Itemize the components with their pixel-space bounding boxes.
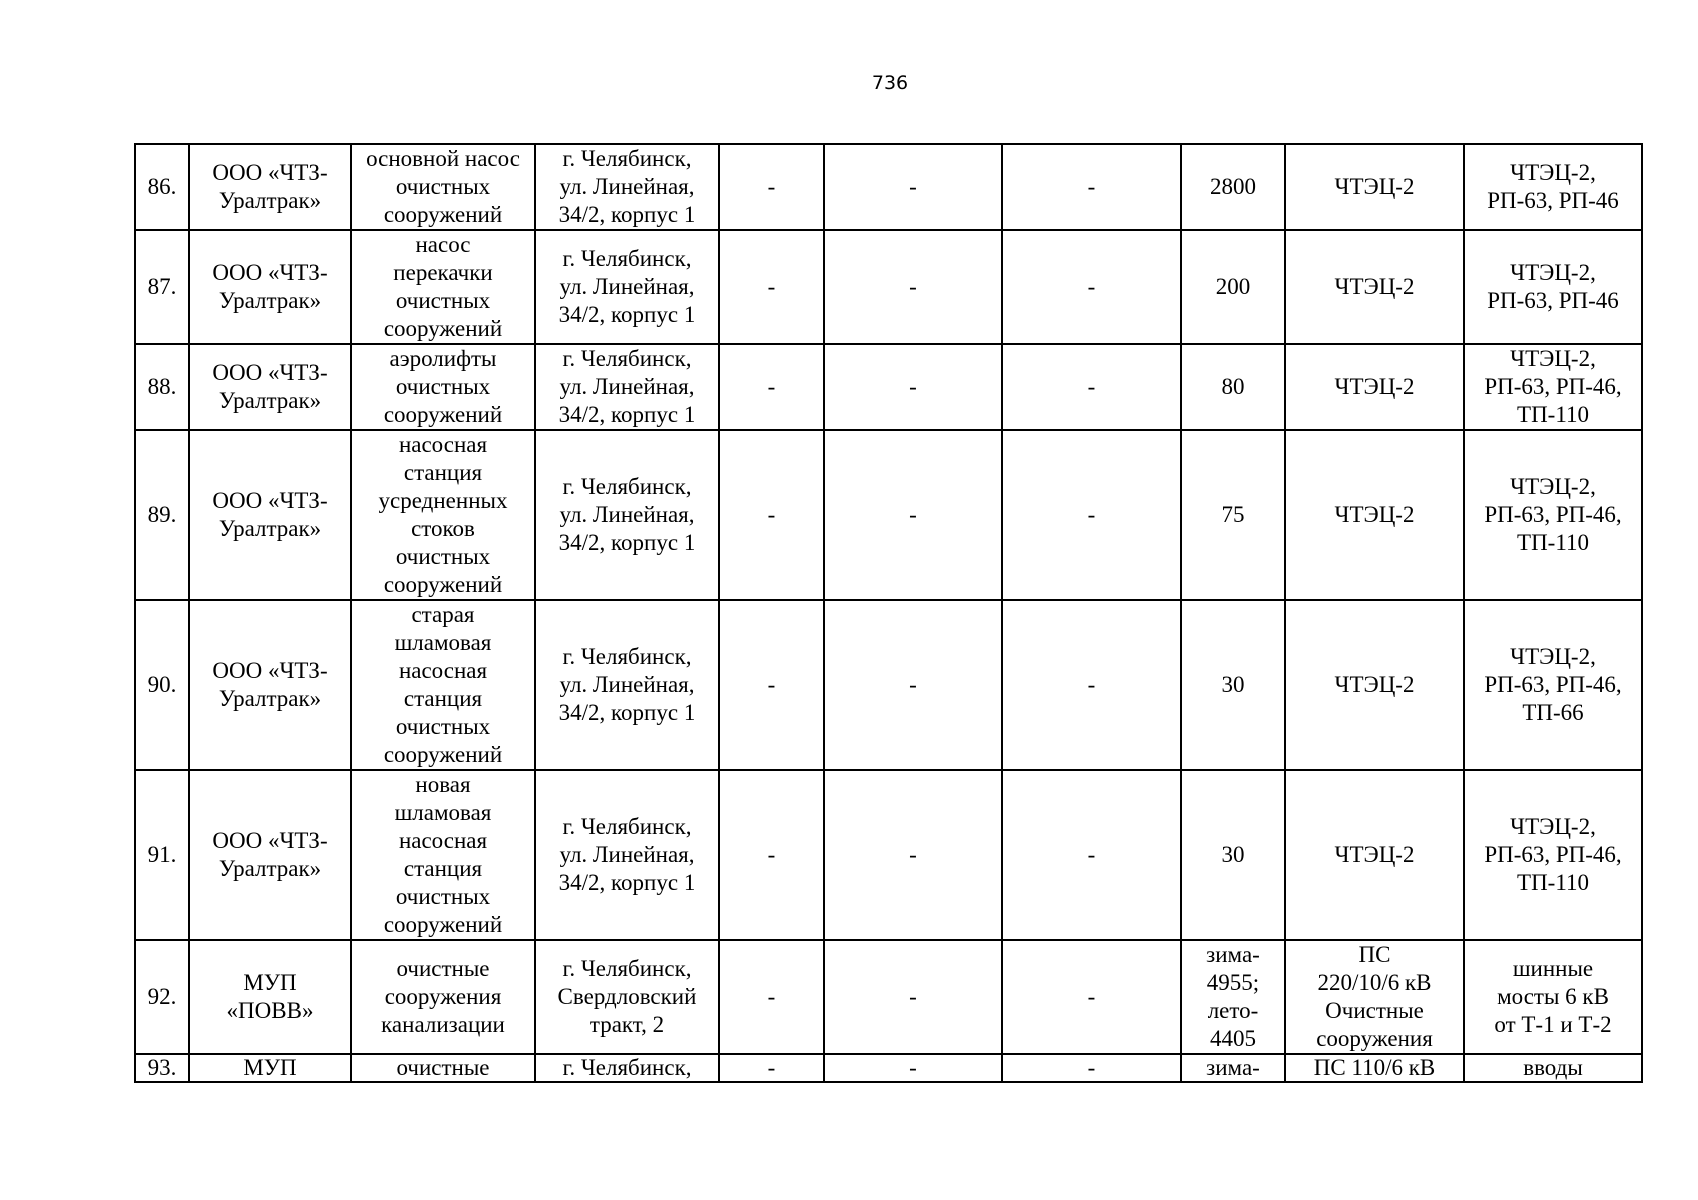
cell-feed-points	[1464, 230, 1642, 344]
cell-col-5-value: -	[719, 940, 824, 1054]
cell-line: Уралтрак»	[218, 388, 322, 413]
cell-line: ООО «ЧТЗ-	[212, 160, 328, 185]
cell-line: ЧТЭЦ-2,	[1510, 260, 1596, 285]
cell-organization	[189, 344, 351, 430]
cell-line: 80	[1221, 374, 1245, 399]
cell-row-number: 93.	[135, 1054, 189, 1082]
cell-power-source	[1285, 770, 1464, 940]
cell-col-5-value: -	[719, 344, 824, 430]
cell-load-value	[1181, 600, 1285, 770]
cell-line: г. Челябинск,	[562, 474, 692, 499]
cell-row-number: 91.	[135, 770, 189, 940]
cell-line: станция	[403, 856, 483, 881]
cell-feed-points	[1464, 344, 1642, 430]
cell-feed-points	[1464, 600, 1642, 770]
cell-facility-name	[351, 230, 535, 344]
page-number: 736	[871, 72, 909, 94]
cell-line: г. Челябинск,	[562, 1055, 692, 1080]
cell-col-5-value: -	[719, 144, 824, 230]
cell-col-6-value: -	[824, 430, 1002, 600]
cell-organization	[189, 230, 351, 344]
cell-line: ООО «ЧТЗ-	[212, 260, 328, 285]
cell-line: перекачки	[393, 260, 493, 285]
cell-line: Уралтрак»	[218, 856, 322, 881]
cell-load-value	[1181, 144, 1285, 230]
cell-line: ТП-110	[1517, 530, 1589, 555]
cell-line: МУП	[243, 1055, 297, 1080]
cell-line: сооружения	[384, 984, 502, 1009]
cell-line: г. Челябинск,	[562, 146, 692, 171]
cell-col-7-value: -	[1002, 344, 1181, 430]
cell-line: ЧТЭЦ-2	[1334, 374, 1415, 399]
cell-load-value	[1181, 940, 1285, 1054]
cell-line: ЧТЭЦ-2	[1334, 842, 1415, 867]
table-row	[135, 1054, 1642, 1082]
cell-line: новая	[415, 772, 471, 797]
cell-col-7-value: -	[1002, 430, 1181, 600]
cell-line: ПС	[1358, 942, 1391, 967]
cell-address	[535, 770, 719, 940]
cell-col-6-value: -	[824, 770, 1002, 940]
cell-line: 34/2, корпус 1	[558, 870, 696, 895]
cell-line: шламовая	[394, 800, 492, 825]
cell-facility-name	[351, 144, 535, 230]
table-row	[135, 344, 1642, 430]
cell-load-value	[1181, 230, 1285, 344]
cell-power-source	[1285, 1054, 1464, 1082]
cell-power-source	[1285, 144, 1464, 230]
cell-line: очистных	[395, 174, 491, 199]
cell-col-5-value: -	[719, 1054, 824, 1082]
cell-line: ПС 110/6 кВ	[1313, 1055, 1436, 1080]
cell-line: г. Челябинск,	[562, 956, 692, 981]
objects-table	[134, 143, 1643, 1083]
cell-address	[535, 1054, 719, 1082]
cell-line: 4955;	[1206, 970, 1260, 995]
cell-line: ЧТЭЦ-2,	[1510, 814, 1596, 839]
cell-line: РП-63, РП-46,	[1484, 672, 1622, 697]
cell-line: г. Челябинск,	[562, 346, 692, 371]
cell-line: старая	[411, 602, 475, 627]
cell-line: тракт, 2	[589, 1012, 665, 1037]
cell-line: насосная	[398, 828, 488, 853]
cell-row-number: 87.	[135, 230, 189, 344]
cell-line: очистных	[395, 884, 491, 909]
table-row	[135, 230, 1642, 344]
cell-address	[535, 600, 719, 770]
cell-line: ул. Линейная,	[559, 502, 695, 527]
cell-address	[535, 344, 719, 430]
cell-row-number: 92.	[135, 940, 189, 1054]
cell-line: 34/2, корпус 1	[558, 700, 696, 725]
cell-feed-points	[1464, 770, 1642, 940]
cell-line: ООО «ЧТЗ-	[212, 360, 328, 385]
cell-line: очистных	[395, 374, 491, 399]
cell-line: Очистные	[1325, 998, 1424, 1023]
cell-feed-points	[1464, 144, 1642, 230]
cell-line: РП-63, РП-46,	[1484, 842, 1622, 867]
cell-line: станция	[403, 460, 483, 485]
cell-line: Уралтрак»	[218, 188, 322, 213]
cell-line: ТП-110	[1517, 402, 1589, 427]
table-row	[135, 144, 1642, 230]
cell-line: Уралтрак»	[218, 288, 322, 313]
cell-row-number: 89.	[135, 430, 189, 600]
cell-row-number: 88.	[135, 344, 189, 430]
cell-line: мосты 6 кВ	[1497, 984, 1609, 1009]
cell-col-5-value: -	[719, 230, 824, 344]
cell-line: сооружений	[383, 402, 503, 427]
cell-line: ЧТЭЦ-2	[1334, 672, 1415, 697]
cell-organization	[189, 144, 351, 230]
cell-line: очистные	[396, 1055, 490, 1080]
cell-line: очистные	[396, 956, 490, 981]
cell-line: 2800	[1210, 174, 1256, 199]
cell-col-6-value: -	[824, 144, 1002, 230]
cell-line: ЧТЭЦ-2	[1334, 174, 1415, 199]
cell-line: РП-63, РП-46,	[1484, 502, 1622, 527]
cell-feed-points	[1464, 430, 1642, 600]
cell-address	[535, 940, 719, 1054]
table-row	[135, 600, 1642, 770]
cell-line: насос	[415, 232, 471, 257]
cell-load-value	[1181, 344, 1285, 430]
cell-line: ООО «ЧТЗ-	[212, 488, 328, 513]
cell-facility-name	[351, 430, 535, 600]
cell-line: ул. Линейная,	[559, 374, 695, 399]
cell-col-5-value: -	[719, 770, 824, 940]
cell-line: сооружений	[383, 202, 503, 227]
cell-organization	[189, 1054, 351, 1082]
cell-line: ООО «ЧТЗ-	[212, 828, 328, 853]
cell-line: станция	[403, 686, 483, 711]
cell-col-7-value: -	[1002, 770, 1181, 940]
cell-line: г. Челябинск,	[562, 814, 692, 839]
cell-line: 220/10/6 кВ	[1317, 970, 1432, 995]
cell-load-value	[1181, 770, 1285, 940]
cell-line: насосная	[398, 432, 488, 457]
cell-col-7-value: -	[1002, 600, 1181, 770]
cell-col-7-value: -	[1002, 1054, 1181, 1082]
cell-facility-name	[351, 1054, 535, 1082]
cell-line: сооружений	[383, 572, 503, 597]
cell-address	[535, 230, 719, 344]
cell-line: от Т-1 и Т-2	[1494, 1012, 1612, 1037]
cell-col-7-value: -	[1002, 144, 1181, 230]
cell-line: 34/2, корпус 1	[558, 302, 696, 327]
cell-col-6-value: -	[824, 600, 1002, 770]
cell-line: 4405	[1210, 1026, 1256, 1051]
cell-organization	[189, 600, 351, 770]
cell-line: 30	[1221, 842, 1245, 867]
cell-line: 200	[1215, 274, 1251, 299]
cell-line: 34/2, корпус 1	[558, 202, 696, 227]
cell-col-5-value: -	[719, 600, 824, 770]
cell-line: Свердловский	[557, 984, 697, 1009]
cell-line: ТП-66	[1522, 700, 1584, 725]
cell-line: ЧТЭЦ-2,	[1510, 160, 1596, 185]
cell-power-source	[1285, 430, 1464, 600]
cell-line: ЧТЭЦ-2	[1334, 502, 1415, 527]
cell-power-source	[1285, 344, 1464, 430]
cell-col-6-value: -	[824, 1054, 1002, 1082]
cell-load-value	[1181, 1054, 1285, 1082]
cell-line: сооружений	[383, 912, 503, 937]
cell-line: РП-63, РП-46	[1487, 288, 1619, 313]
cell-line: ЧТЭЦ-2,	[1510, 474, 1596, 499]
cell-line: сооружения	[1316, 1026, 1433, 1051]
cell-facility-name	[351, 770, 535, 940]
cell-address	[535, 430, 719, 600]
cell-line: г. Челябинск,	[562, 246, 692, 271]
cell-line: Уралтрак»	[218, 516, 322, 541]
cell-line: 34/2, корпус 1	[558, 530, 696, 555]
cell-line: сооружений	[383, 316, 503, 341]
cell-organization	[189, 940, 351, 1054]
cell-line: аэролифты	[389, 346, 497, 371]
cell-line: сооружений	[383, 742, 503, 767]
cell-col-6-value: -	[824, 344, 1002, 430]
cell-line: основной насос	[366, 146, 520, 171]
cell-line: шламовая	[394, 630, 492, 655]
cell-line: очистных	[395, 288, 491, 313]
cell-organization	[189, 770, 351, 940]
cell-feed-points	[1464, 940, 1642, 1054]
cell-line: зима-	[1206, 1055, 1260, 1080]
cell-col-5-value: -	[719, 430, 824, 600]
cell-line: очистных	[395, 544, 491, 569]
cell-line: ТП-110	[1517, 870, 1589, 895]
cell-line: лето-	[1207, 998, 1259, 1023]
table-row	[135, 940, 1642, 1054]
cell-power-source	[1285, 230, 1464, 344]
cell-line: 75	[1221, 502, 1245, 527]
cell-load-value	[1181, 430, 1285, 600]
cell-line: ул. Линейная,	[559, 174, 695, 199]
cell-line: канализации	[381, 1012, 505, 1037]
cell-facility-name	[351, 600, 535, 770]
cell-line: ул. Линейная,	[559, 274, 695, 299]
cell-row-number: 90.	[135, 600, 189, 770]
cell-facility-name	[351, 940, 535, 1054]
cell-line: РП-63, РП-46	[1487, 188, 1619, 213]
cell-line: усредненных	[378, 488, 508, 513]
cell-col-7-value: -	[1002, 230, 1181, 344]
cell-power-source	[1285, 600, 1464, 770]
cell-feed-points	[1464, 1054, 1642, 1082]
cell-line: вводы	[1523, 1055, 1583, 1080]
cell-row-number: 86.	[135, 144, 189, 230]
cell-line: ул. Линейная,	[559, 842, 695, 867]
cell-line: насосная	[398, 658, 488, 683]
cell-line: зима-	[1206, 942, 1260, 967]
cell-line: ЧТЭЦ-2,	[1510, 346, 1596, 371]
cell-line: Уралтрак»	[218, 686, 322, 711]
cell-line: ул. Линейная,	[559, 672, 695, 697]
cell-line: стоков	[411, 516, 475, 541]
cell-col-6-value: -	[824, 940, 1002, 1054]
cell-power-source	[1285, 940, 1464, 1054]
cell-address	[535, 144, 719, 230]
cell-line: 30	[1221, 672, 1245, 697]
cell-line: МУП	[243, 970, 297, 995]
cell-col-6-value: -	[824, 230, 1002, 344]
cell-line: ЧТЭЦ-2,	[1510, 644, 1596, 669]
cell-line: «ПОВВ»	[226, 998, 314, 1023]
cell-line: шинные	[1512, 956, 1594, 981]
cell-col-7-value: -	[1002, 940, 1181, 1054]
cell-line: ЧТЭЦ-2	[1334, 274, 1415, 299]
cell-line: 34/2, корпус 1	[558, 402, 696, 427]
table-row	[135, 770, 1642, 940]
cell-line: г. Челябинск,	[562, 644, 692, 669]
cell-line: ООО «ЧТЗ-	[212, 658, 328, 683]
cell-line: очистных	[395, 714, 491, 739]
cell-line: РП-63, РП-46,	[1484, 374, 1622, 399]
cell-facility-name	[351, 344, 535, 430]
table-row	[135, 430, 1642, 600]
cell-organization	[189, 430, 351, 600]
